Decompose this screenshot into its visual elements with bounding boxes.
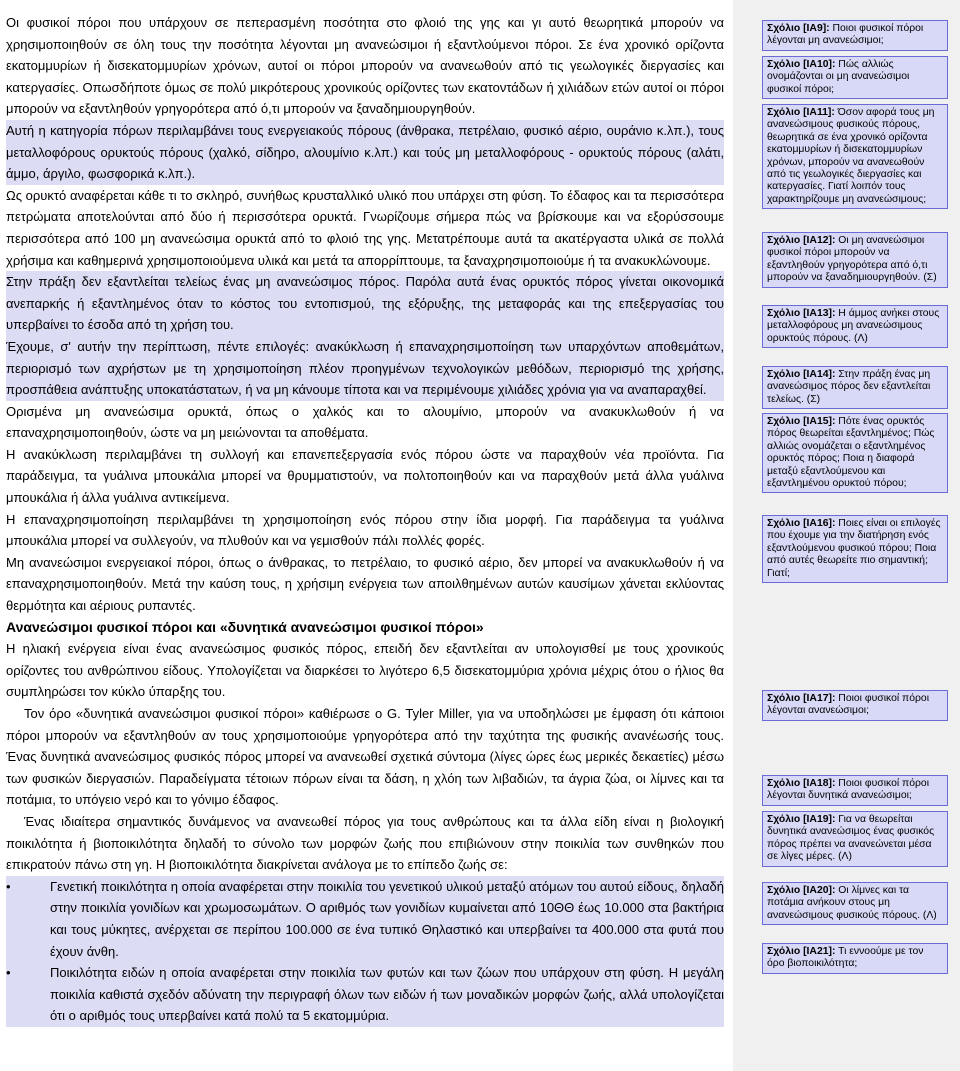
comment-text: Οι μη ανανεώσιμοι φυσικοί πόροι μπορούν να εξαντληθούν γρηγορότερα από ό,τι μπορούν να ξαναδημιουργηθούν. (Σ)	[767, 235, 937, 284]
paragraph: Στην πράξη δεν εξαντλείται τελείως ένας μη ανανεώσιμος πόρος. Παρόλα αυτά ένας ορυκτός πόρος γίνεται οικονομικά ανεπαρκής ή εξαντλημένος όταν το κόστος του εντοπισμού, της εξόρυξης, της μεταφοράς και της επεξεργασίας του υπερβαίνει το έσοδα από τη χρήση του.	[6, 271, 724, 336]
comment-balloon[interactable]	[762, 104, 948, 209]
paragraph: Τον όρο «δυνητικά ανανεώσιμοι φυσικοί πόροι» καθιέρωσε ο G. Tyler Miller, για να υποδηλώσει με έμφαση ότι κάποιοι πόροι μπορούν να εξαντληθούν αν τους χρησιμοποιούμε γρηγορότερα από την ταχύτητα της φυσικής ανανέωσής τους. Ένας δυνητικά ανανεώσιμος φυσικός πόρος μπορεί να ανανεωθεί σχετικά σύντομα (λίγες ώρες έως μερικές δεκαετίες) μέσω των φυσικών διεργασιών. Παραδείγματα τέτοιων πόρων είναι τα δάση, η χλόη των λιβαδιών, τα άγρια ζώα, οι λίμνες και τα ποτάμια, το υπόγειο νερό και το γόνιμο έδαφος.	[6, 706, 724, 808]
comment-tag: Σχόλιο [IA11]:	[767, 107, 835, 118]
comment-tag: Σχόλιο [IA12]:	[767, 235, 836, 246]
comment-text: Στην πράξη ένας μη ανανεώσιμος πόρος δεν εξαντλείται τελείως. (Σ)	[767, 369, 931, 405]
comment-balloon[interactable]	[762, 20, 948, 51]
comment-text: Ποιοι φυσικοί πόροι λέγονται μη ανανεώσιμοι;	[767, 23, 924, 47]
bullet-list	[6, 876, 724, 1027]
paragraph: Η ανακύκλωση περιλαμβάνει τη συλλογή και επανεπεξεργασία ενός πόρου ώστε να παραχθούν νέα προϊόντα. Για παράδειγμα, τα γυάλινα μπουκάλια μπορεί να θρυμματιστούν, να πολτοποιηθούν και να παραχθούν μετά άλλα γυάλινα μπουκάλια ή άλλα γυάλινα αντικείμενα.	[6, 446, 724, 506]
comment-tag: Σχόλιο [IA10]:	[767, 59, 836, 70]
comment-text: Η άμμος ανήκει στους μεταλλοφόρους μη ανανεώσιμους ορυκτούς πόρους. (Λ)	[767, 308, 940, 344]
comment-tag: Σχόλιο [IA16]:	[767, 518, 836, 529]
paragraph: Οι φυσικοί πόροι που υπάρχουν σε πεπερασμένη ποσότητα στο φλοιό της γης και γι αυτό θεωρητικά μπορούν να χρησιμοποιηθούν σε όλη τους την ποσότητα λέγονται μη ανανεώσιμοι ή εξαντλούμενοι πόροι. Σε ένα χρονικό ορίζοντα εκατομμυρίων ή δισεκατομμυρίων χρόνων, αυτοί οι πόροι μπορούν να ανανεωθούν από τις γεωλογικές διεργασίες και κατεργασίες. Οπωσδήποτε όμως σε πολύ μικρότερους χρονικούς ορίζοντες των εκατοντάδων ή χιλιάδων ετών αυτοί οι πόροι μπορούν να εξαντληθούν γρηγορότερα από ό,τι μπορούν να ξαναδημιουργηθούν.	[6, 15, 724, 117]
section-heading: Ανανεώσιμοι φυσικοί πόροι και «δυνητικά ανανεώσιμοι φυσικοί πόροι»	[6, 618, 484, 635]
comment-balloon[interactable]	[762, 413, 948, 493]
paragraph: Μη ανανεώσιμοι ενεργειακοί πόροι, όπως ο άνθρακας, το πετρέλαιο, το φυσικό αέριο, δεν μπορεί να ανακυκλωθούν ή να επαναχρησιμοποιηθούν. Μετά την καύση τους, η χρήσιμη ενέργεια των αποιλθημένων αυτών καυσίμων χάνεται εκλύοντας θερμότητα και αέριους ρυπαντές.	[6, 554, 724, 614]
comment-balloon[interactable]	[762, 775, 948, 806]
comment-text: Ποιοι φυσικοί πόροι λέγονται δυνητικά ανανεώσιμοι;	[767, 778, 930, 802]
paragraph: Έχουμε, σ' αυτήν την περίπτωση, πέντε επιλογές: ανακύκλωση ή επαναχρησιμοποίηση των υπαρχόντων αποθεμάτων, περιορισμό των αχρήστων με τη χρησιμοποίηση πλέον προηγμένων τεχνολογικών μεθόδων, περιορισμό της χρήσης, προσπάθεια ανάπτυξης υποκατάστατων, ή να μη κάνουμε τίποτα και να περιμένουμε χιλιάδες χρόνια για να αναπαραχθεί.	[6, 336, 724, 401]
comment-balloon[interactable]	[762, 515, 948, 583]
comment-tag: Σχόλιο [IA20]:	[767, 885, 836, 896]
comment-tag: Σχόλιο [IA17]:	[767, 693, 836, 704]
comment-text: Πώς αλλιώς ονομάζονται οι μη ανανεώσιμοι φυσικοί πόροι;	[767, 59, 910, 95]
comment-balloon[interactable]	[762, 56, 948, 99]
comment-balloon[interactable]	[762, 232, 948, 288]
comment-tag: Σχόλιο [IA13]:	[767, 308, 836, 319]
comment-tag: Σχόλιο [IA19]:	[767, 814, 836, 825]
comment-text: Ποιοι φυσικοί πόροι λέγονται ανανεώσιμοι;	[767, 693, 930, 717]
comment-balloon[interactable]	[762, 690, 948, 721]
comment-tag: Σχόλιο [IA14]:	[767, 369, 836, 380]
list-item: • Γενετική ποικιλότητα η οποία αναφέρεται στην ποικιλία του γενετικού υλικού μεταξύ ατόμων του αυτού είδους, δηλαδή στην ποικιλία γονιδίων και χρωμοσωμάτων. Ο αριθμός των γονιδίων κυμαίνεται από 10ΘΘ έως 10.000 στα βακτήρια και τους μύκητες, ανέρχεται σε περίπου 100.000 σε ένα τυπικό Θηλαστικό και υπερβαίνει τα 400.000 στα φυτά που έχουν άνθη.	[6, 876, 724, 962]
paragraph: Η επαναχρησιμοποίηση περιλαμβάνει τη χρησιμοποίηση ενός πόρου στην ίδια μορφή. Για παράδειγμα τα γυάλινα μπουκάλια μπορεί να συλλεγούν, να πλυθούν και να γεμισθούν πάλι πολλές φορές.	[6, 511, 724, 549]
comment-text: Οι λίμνες και τα ποτάμια ανήκουν στους μη ανανεώσιμους φυσικούς πόρους. (Λ)	[767, 885, 937, 921]
paragraph: Η ηλιακή ενέργεια είναι ένας ανανεώσιμος φυσικός πόρος, επειδή δεν εξαντλείται αν υπολογισθεί με τους χρονικούς ορίζοντες του ανθρώπινου είδους. Υπολογίζεται να διαρκέσει το λιγότερο 6,5 δισεκατομμύρια χρόνια μέχρις ότου ο ήλιος θα συμπληρώσει τον κύκλο ύπαρξης του.	[6, 641, 724, 700]
comment-balloon[interactable]	[762, 811, 948, 867]
comment-balloon[interactable]	[762, 943, 948, 974]
comment-tag: Σχόλιο [IA18]:	[767, 778, 836, 789]
paragraph: Ορισμένα μη ανανεώσιμα ορυκτά, όπως ο χαλκός και το αλουμίνιο, μπορούν να ανακυκλωθούν ή να επαναχρησιμοποιηθούν, ώστε να μη μειώνονται τα αποθέματα.	[6, 403, 724, 441]
comment-tag: Σχόλιο [IA9]:	[767, 23, 830, 34]
list-item: • Ποικιλότητα ειδών η οποία αναφέρεται στην ποικιλία των φυτών και των ζώων που υπάρχουν στη φύση. Η μεγάλη ποικιλία καθιστά σχεδόν αδύνατη την περιγραφή όλων των ειδών ή των μοναδικών μορφών ζωής, αλλά υπολογίζεται ότι ο αριθμός τους υπερβαίνει κατά πολύ τα 5 εκατομμύρια.	[6, 962, 724, 1027]
comment-text: Πότε ένας ορυκτός πόρος θεωρείται εξαντλημένος; Πώς αλλιώς ονομάζεται ο εξαντλημένος ορυκτός πόρος; Ποια η διαφορά μεταξύ εξαντλούμενου και εξαντλημένου ορυκτού πόρου;	[767, 416, 935, 490]
comment-balloon[interactable]	[762, 366, 948, 409]
paragraph: Ως ορυκτό αναφέρεται κάθε τι το σκληρό, συνήθως κρυσταλλικό υλικό που υπάρχει στη φύση. Το έδαφος και τα περισσότερα πετρώματα αποτελούνται από δύο ή περισσότερα ορυκτά. Γνωρίζουμε σήμερα πώς να βρίσκουμε και να εξορύσσουμε περισσότερα από 100 μη ανανεώσιμα ορυκτά από το φλοιό της γης. Μετατρέπουμε αυτά τα ακατέργαστα υλικά σε πολλά χρήσιμα και καθημερινά χρησιμοποιούμενα υλικά και μετά τα απορρίπτουμε, τα ξαναχρησιμοποιούμε ή τα ανακυκλώνουμε.	[6, 187, 724, 268]
comment-tag: Σχόλιο [IA21]:	[767, 946, 836, 957]
comment-tag: Σχόλιο [IA15]:	[767, 416, 836, 427]
comment-text: Για να θεωρείται δυνητικά ανανεώσιμος ένας φυσικός πόρος πρέπει να ανανεώνεται μέσα σε λίγες μέρες. (Λ)	[767, 814, 935, 863]
comment-text: Όσον αφορά τους μη ανανεώσιμους φυσικούς πόρους, θεωρητικά σε ένα χρονικό ορίζοντα εκατομμυρίων ή δισεκατομμυρίων χρόνων, μπορούν να ανανεωθούν από τις γεωλογικές διεργασίες και κατεργασίες. Γιατί λοιπόν τους χαρακτηρίζουμε μη ανανεώσιμους;	[767, 107, 935, 205]
comment-balloon[interactable]	[762, 305, 948, 348]
paragraph: Αυτή η κατηγορία πόρων περιλαμβάνει τους ενεργειακούς πόρους (άνθρακα, πετρέλαιο, φυσικό αέριο, ουράνιο κ.λπ.), τους μεταλλοφόρους ορυκτούς πόρους (χαλκό, σίδηρο, αλουμίνιο κ.λπ.) και τούς μη μεταλλοφόρους - ορυκτούς πόρους (αλάτι, άμμο, άργιλο, φωσφορικά κ.λπ.).	[6, 120, 724, 185]
comment-text: Τι εννοούμε με τον όρο βιοποικιλότητα;	[767, 946, 924, 970]
comment-text: Ποιες είναι οι επιλογές που έχουμε για την διατήρηση ενός εξαντλούμενου φυσικού πόρου; Ποια από αυτές θεωρείτε πιο σημαντική; Γιατί;	[767, 518, 941, 579]
paragraph: Ένας ιδιαίτερα σημαντικός δυνάμενος να ανανεωθεί πόρος για τους ανθρώπους και τα άλλα είδη είναι η βιολογική ποικιλότητα ή βιοποικιλότητα δηλαδή το σύνολο των μορφών ζωής που επιβιώνουν στην ποικιλία των συνθηκών που επικρατούν πάνω στη γη. Η βιοποικιλότητα διακρίνεται ανάλογα με το επίπεδο ζωής σε:	[6, 813, 724, 873]
comment-balloon[interactable]	[762, 882, 948, 925]
document-body	[6, 12, 724, 1027]
